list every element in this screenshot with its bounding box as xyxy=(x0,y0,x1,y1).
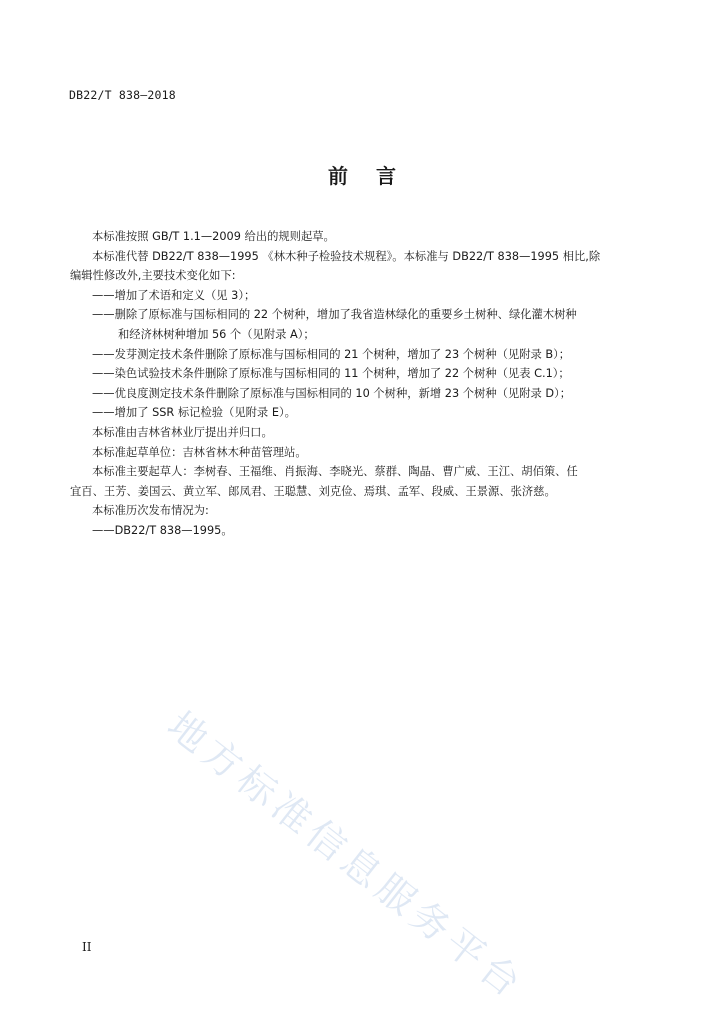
watermark: 地方标准信息服务平台 xyxy=(159,702,534,1009)
history-item: ——DB22/T 838—1995。 xyxy=(92,523,233,537)
change-item-germination: ——发芽测定技术条件删除了原标准与国标相同的 21 个树种，增加了 23 个树种（见附录 B）； xyxy=(92,347,571,361)
paragraph-history: 本标准历次发布情况为: xyxy=(92,504,209,518)
change-item-ssr: ——增加了 SSR 标记检验（见附录 E）。 xyxy=(92,406,296,420)
change-item-terms: ——增加了术语和定义（见 3）； xyxy=(92,288,256,302)
page-number: II xyxy=(82,940,92,954)
paragraph-drafting-rules: 本标准按照 GB/T 1.1—2009 给出的规则起草。 xyxy=(92,230,335,243)
paragraph-drafting-unit: 本标准起草单位：吉林省林木种苗管理站。 xyxy=(92,445,307,459)
paragraph-drafters: 本标准主要起草人：李树春、王福维、肖振海、李晓光、蔡群、陶晶、曹广威、王江、胡佰策、任 xyxy=(92,465,578,479)
foreword-body xyxy=(70,227,645,541)
change-item-species: ——删除了原标准与国标相同的 22 个树种，增加了我省造林绿化的重要乡土树种、绿化灌木树种 xyxy=(92,308,577,322)
change-item-quality: ——优良度测定技术条件删除了原标准与国标相同的 10 个树种，新增 23 个树种（见附录 D）； xyxy=(92,386,572,400)
paragraph-replaces: 本标准代替 DB22/T 838—1995 《林木种子检验技术规程》。本标准与 DB22/T 838—1995 相比,除 xyxy=(92,249,601,263)
change-item-species-cont: 和经济林树种增加 56 个（见附录 A）； xyxy=(118,327,315,341)
change-item-staining: ——染色试验技术条件删除了原标准与国标相同的 11 个树种，增加了 22 个树种（见表 C.1）； xyxy=(92,367,570,381)
paragraph-drafters-cont: 宜百、王芳、姜国云、黄立军、郎凤君、王聪慧、刘克俭、焉琪、孟军、段威、王景源、张济慈。 xyxy=(70,484,556,498)
standard-code-header: DB22/T 838—2018 xyxy=(69,88,176,102)
paragraph-replaces-cont: 编辑性修改外,主要技术变化如下: xyxy=(70,269,236,283)
paragraph-proposer: 本标准由吉林省林业厅提出并归口。 xyxy=(92,425,273,439)
page-title: 前言 xyxy=(328,164,424,188)
